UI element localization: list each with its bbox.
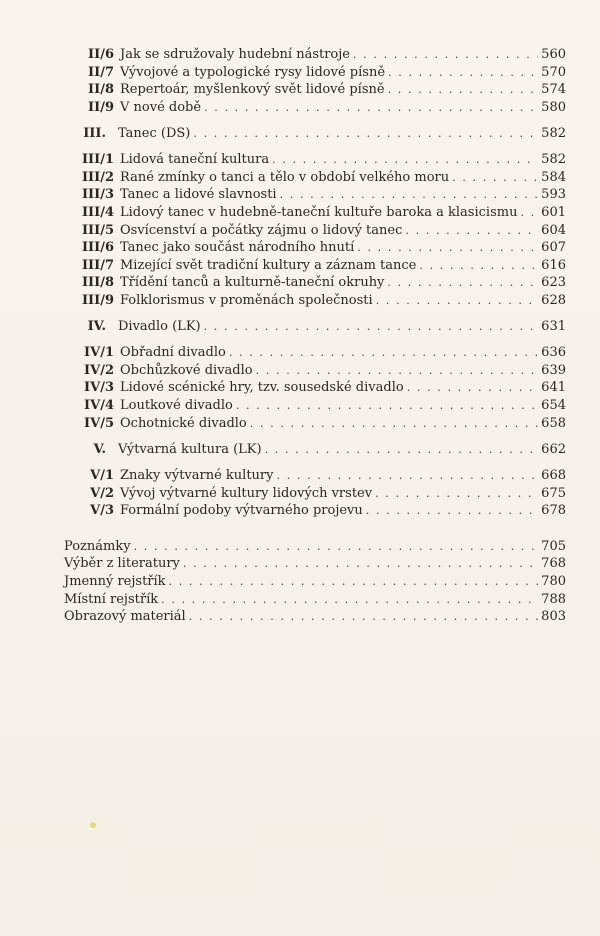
dot-leader (405, 222, 538, 240)
dot-leader (189, 608, 538, 626)
entry-page: 654 (541, 398, 566, 414)
toc-entry (64, 81, 566, 99)
table-of-contents (64, 46, 566, 626)
entry-page: 628 (541, 292, 566, 308)
entry-page: 601 (541, 204, 566, 220)
dot-leader (236, 397, 538, 415)
spacer (64, 432, 566, 441)
toc-entry (64, 186, 566, 204)
entry-number: V/2 (90, 485, 114, 501)
entry-number: II/7 (88, 64, 114, 80)
entry-number: III/5 (81, 222, 114, 238)
entry-title: Loutkové divadlo (120, 398, 233, 414)
entry-page: 582 (541, 152, 566, 168)
entry-title: Poznámky (64, 538, 131, 554)
dot-leader (419, 257, 538, 275)
dot-leader (357, 239, 538, 257)
toc-appendix-entry (64, 573, 566, 591)
toc-entry (64, 169, 566, 187)
entry-title: Třídění tanců a kulturně-taneční okruhy (120, 275, 385, 291)
entry-page: 639 (541, 362, 566, 378)
dot-leader (169, 573, 539, 591)
entry-number: III/2 (81, 169, 114, 185)
toc-appendix-entry (64, 555, 566, 573)
toc-appendix-entry (64, 591, 566, 609)
dot-leader (183, 555, 538, 573)
entry-number: IV/5 (84, 415, 114, 431)
dot-leader (376, 292, 538, 310)
spacer (64, 520, 566, 538)
dot-leader (161, 591, 538, 609)
dot-leader (280, 186, 539, 204)
entry-page: 636 (541, 345, 566, 361)
dot-leader (250, 415, 538, 433)
dot-leader (272, 151, 538, 169)
toc-entry (64, 274, 566, 292)
chapter-page: 582 (541, 125, 566, 141)
entry-title: Folklorismus v proměnách společnosti (120, 292, 373, 308)
entry-number: II/8 (88, 82, 114, 98)
entry-page: 678 (541, 503, 566, 519)
toc-chapter (64, 318, 566, 336)
entry-title: Místní rejstřík (64, 591, 159, 607)
entry-page: 705 (541, 538, 566, 554)
entry-page: 604 (541, 222, 566, 238)
spacer (64, 310, 566, 319)
entry-page: 623 (541, 275, 566, 291)
toc-entry (64, 485, 566, 503)
toc-entry (64, 467, 566, 485)
entry-title: Obrazový materiál (64, 609, 186, 625)
entry-title: Vývojové a typologické rysy lidové písně (120, 64, 386, 80)
toc-entry (64, 257, 566, 275)
dot-leader (387, 274, 538, 292)
dot-leader (229, 344, 538, 362)
entry-page: 803 (541, 609, 566, 625)
paper-stain (90, 822, 96, 828)
toc-appendix-entry (64, 608, 566, 626)
toc-entry (64, 502, 566, 520)
toc-entry (64, 362, 566, 380)
entry-title: Lidové scénické hry, tzv. sousedské divadlo (120, 380, 404, 396)
toc-entry (64, 151, 566, 169)
toc-chapter (64, 441, 566, 459)
chapter-page: 631 (541, 319, 566, 335)
entry-number: III/3 (81, 187, 114, 203)
dot-leader (375, 485, 538, 503)
toc-entry (64, 46, 566, 64)
toc-entry (64, 415, 566, 433)
chapter-number: IV. (87, 319, 106, 335)
entry-page: 616 (541, 257, 566, 273)
entry-page: 574 (541, 82, 566, 98)
dot-leader (388, 64, 538, 82)
entry-title: Jak se sdružovaly hudební nástroje (120, 47, 350, 62)
entry-title: Vývoj výtvarné kultury lidových vrstev (120, 485, 373, 501)
entry-title: Repertoár, myšlenkový svět lidové písně (120, 82, 385, 98)
entry-number: IV/3 (84, 380, 114, 396)
dot-leader (353, 46, 538, 64)
entry-page: 788 (541, 591, 566, 607)
entry-title: Obchůzkové divadlo (120, 362, 253, 378)
spacer (64, 458, 566, 467)
toc-chapter (64, 125, 566, 143)
entry-page: 593 (541, 187, 566, 203)
entry-page: 780 (541, 574, 566, 589)
chapter-title: Výtvarná kultura (LK) (118, 441, 262, 457)
entry-page: 560 (541, 47, 566, 62)
entry-page: 641 (541, 380, 566, 396)
chapter-page: 662 (541, 441, 566, 457)
entry-number: III/6 (81, 240, 114, 256)
dot-leader (204, 318, 539, 336)
dot-leader (366, 502, 538, 520)
spacer (64, 336, 566, 345)
dot-leader (265, 441, 539, 459)
entry-page: 668 (541, 468, 566, 484)
spacer (64, 116, 566, 125)
toc-entry (64, 99, 566, 117)
chapter-title: Divadlo (LK) (118, 319, 201, 335)
entry-number: IV/1 (84, 345, 114, 361)
entry-number: II/6 (88, 47, 114, 62)
dot-leader (193, 125, 538, 143)
toc-entry (64, 379, 566, 397)
entry-page: 658 (541, 415, 566, 431)
dot-leader (256, 362, 539, 380)
entry-page: 607 (541, 240, 566, 256)
toc-entry (64, 239, 566, 257)
entry-page: 768 (541, 556, 566, 572)
entry-title: Znaky výtvarné kultury (120, 468, 274, 484)
dot-leader (134, 538, 539, 556)
dot-leader (452, 169, 538, 187)
dot-leader (407, 379, 538, 397)
entry-title: Tanec a lidové slavnosti (120, 187, 277, 203)
entry-title: Osvícenství a počátky zájmu o lidový tanec (120, 222, 403, 238)
entry-number: IV/2 (84, 362, 114, 378)
entry-number: III/4 (81, 204, 114, 220)
entry-title: Obřadní divadlo (120, 345, 226, 361)
dot-leader (277, 467, 539, 485)
entry-page: 584 (541, 169, 566, 185)
entry-title: Lidová taneční kultura (120, 152, 270, 168)
entry-number: III/7 (81, 257, 114, 273)
toc-entry (64, 397, 566, 415)
entry-title: Lidový tanec v hudebně-taneční kultuře baroka a klasicismu (120, 204, 518, 220)
dot-leader (204, 99, 538, 117)
spacer (64, 143, 566, 152)
chapter-number: III. (83, 125, 106, 141)
entry-number: II/9 (88, 99, 114, 115)
entry-title: Formální podoby výtvarného projevu (120, 503, 363, 519)
chapter-number: V. (93, 441, 106, 457)
entry-title: Jmenný rejstřík (64, 574, 166, 589)
entry-number: III/8 (81, 275, 114, 291)
toc-entry (64, 344, 566, 362)
toc-entry (64, 292, 566, 310)
toc-entry (64, 222, 566, 240)
dot-leader (388, 81, 539, 99)
entry-title: Tanec jako součást národního hnutí (120, 240, 355, 256)
entry-title: Ochotnické divadlo (120, 415, 247, 431)
entry-number: III/1 (81, 152, 114, 168)
dot-leader (520, 204, 538, 222)
entry-page: 580 (541, 99, 566, 115)
entry-number: III/9 (81, 292, 114, 308)
entry-page: 675 (541, 485, 566, 501)
entry-number: IV/4 (84, 398, 114, 414)
entry-number: V/1 (90, 468, 114, 484)
toc-entry (64, 64, 566, 82)
entry-title: V nové době (120, 99, 202, 115)
toc-appendix-entry (64, 538, 566, 556)
entry-title: Výběr z literatury (64, 556, 180, 572)
entry-title: Rané zmínky o tanci a tělo v období velkého moru (120, 169, 450, 185)
entry-title: Mizející svět tradiční kultury a záznam tance (120, 257, 417, 273)
toc-entry (64, 204, 566, 222)
chapter-title: Tanec (DS) (118, 125, 191, 141)
entry-number: V/3 (90, 503, 114, 519)
entry-page: 570 (541, 64, 566, 80)
